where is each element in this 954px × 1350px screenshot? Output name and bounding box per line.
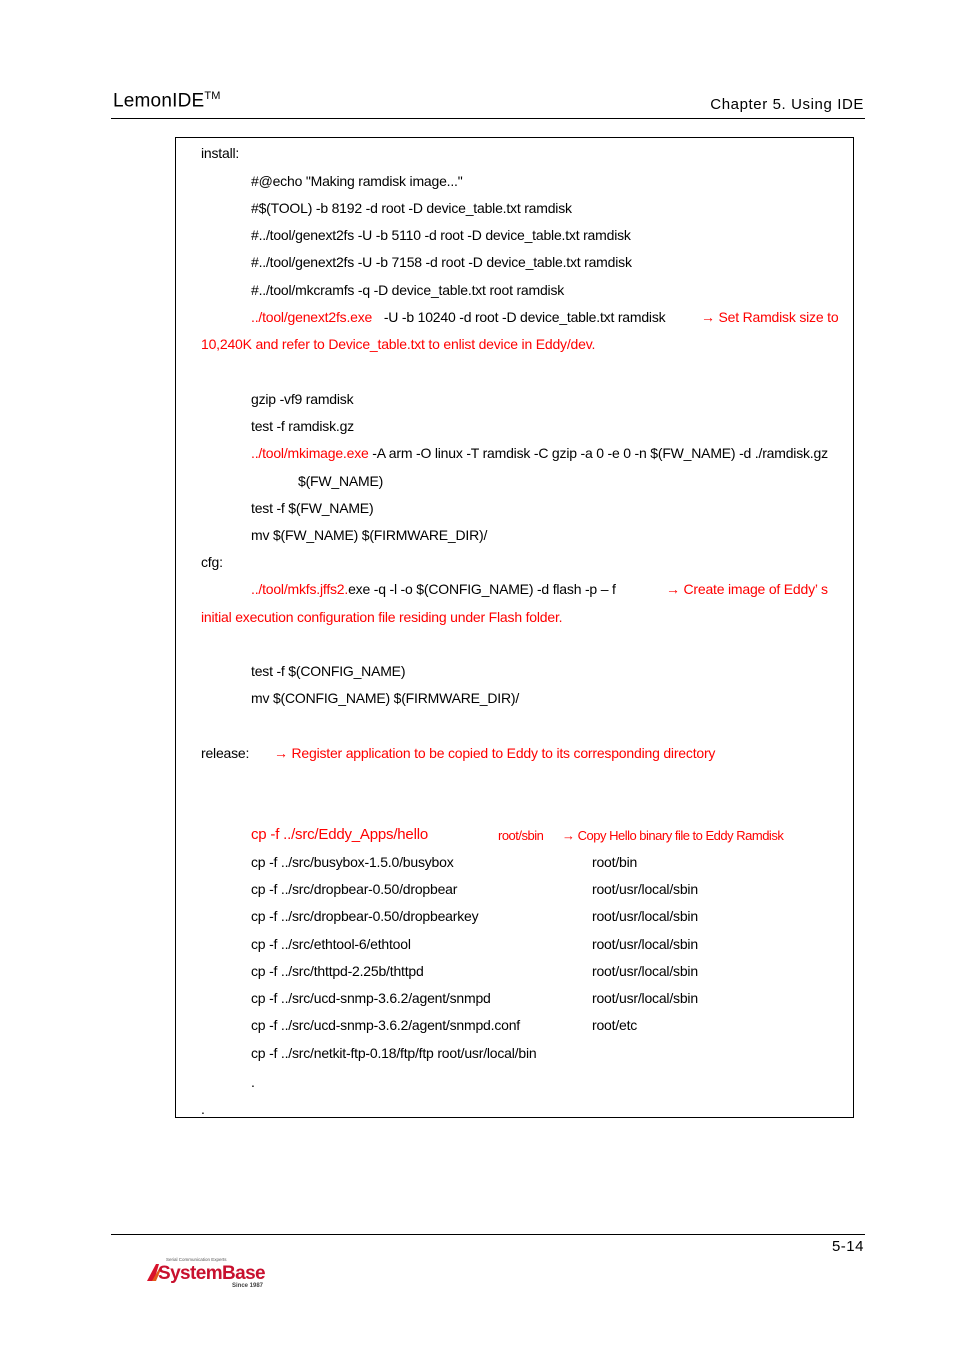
- code-line: $(FW_NAME): [298, 473, 384, 489]
- copy-dest: root/etc: [592, 1017, 638, 1033]
- config-image-note-cont: initial execution configuration file residing under Flash folder.: [201, 609, 563, 625]
- copy-src: cp -f ../src/busybox-1.5.0/busybox: [251, 854, 454, 870]
- copy-src: cp -f ../src/dropbear-0.50/dropbearkey: [251, 908, 479, 924]
- mkimage-args: -A arm -O linux -T ramdisk -C gzip -a 0 -e 0 -n $(FW_NAME) -d ./ramdisk.gz: [368, 445, 828, 461]
- code-line: #$(TOOL) -b 8192 -d root -D device_table.txt ramdisk: [251, 200, 572, 216]
- code-line: test -f $(FW_NAME): [251, 500, 374, 516]
- genext2fs-command: ../tool/genext2fs.exe: [251, 309, 373, 325]
- ftp-copy-line: cp -f ../src/netkit-ftp-0.18/ftp/ftp root/usr/local/bin: [251, 1045, 537, 1061]
- chapter-title: Chapter 5. Using IDE: [710, 96, 864, 113]
- hello-copy-note: → Copy Hello binary file to Eddy Ramdisk: [562, 828, 784, 843]
- ellipsis-dot: .: [251, 1074, 255, 1090]
- page-number: 5-14: [831, 1238, 864, 1255]
- config-image-note: → Create image of Eddy’ s: [666, 581, 828, 597]
- copy-dest: root/usr/local/sbin: [592, 881, 698, 897]
- code-line: #@echo "Making ramdisk image...": [251, 173, 463, 189]
- copy-dest: root/bin: [592, 854, 638, 870]
- code-line: #../tool/mkcramfs -q -D device_table.txt root ramdisk: [251, 282, 565, 298]
- genext2fs-args: -U -b 10240 -d root -D device_table.txt ramdisk: [383, 309, 666, 325]
- copy-src: cp -f ../src/ucd-snmp-3.6.2/agent/snmpd.conf: [251, 1017, 520, 1033]
- copy-dest: root/usr/local/sbin: [592, 963, 698, 979]
- ramdisk-size-note-cont: 10,240K and refer to Device_table.txt to enlist device in Eddy/dev.: [201, 336, 596, 352]
- copy-src: cp -f ../src/ucd-snmp-3.6.2/agent/snmpd: [251, 990, 491, 1006]
- logo-wordmark: SystemBase: [158, 1263, 266, 1284]
- logo-since: Since 1987: [232, 1283, 264, 1289]
- code-line: gzip -vf9 ramdisk: [251, 391, 354, 407]
- cfg-label: cfg:: [201, 554, 223, 570]
- code-line-mkimage: [251, 444, 828, 462]
- copy-src: cp -f ../src/thttpd-2.25b/thttpd: [251, 963, 424, 979]
- code-line: test -f ramdisk.gz: [251, 418, 354, 434]
- mkfs-args: exe -q -l -o $(CONFIG_NAME) -d flash -p – f: [348, 581, 616, 597]
- hello-copy-dest: root/sbin: [498, 828, 544, 843]
- release-label: release:: [201, 745, 250, 761]
- copy-src: cp -f ../src/dropbear-0.50/dropbear: [251, 881, 458, 897]
- release-note: → Register application to be copied to Eddy to its corresponding directory: [274, 745, 716, 761]
- copy-dest: root/usr/local/sbin: [592, 990, 698, 1006]
- doc-title: LemonIDE™: [113, 90, 221, 112]
- header-divider: [111, 118, 865, 119]
- code-line-genext2fs: [251, 308, 665, 326]
- mkimage-command: ../tool/mkimage.exe: [251, 445, 369, 461]
- mkfs-command: ../tool/mkfs.jffs2.: [251, 581, 349, 597]
- ramdisk-size-note: → Set Ramdisk size to: [701, 309, 839, 325]
- logo-tagline: Serial Communication Experts: [166, 1257, 227, 1262]
- code-line: test -f $(CONFIG_NAME): [251, 663, 406, 679]
- code-line: mv $(FW_NAME) $(FIRMWARE_DIR)/: [251, 527, 488, 543]
- copy-src: cp -f ../src/ethtool-6/ethtool: [251, 936, 411, 952]
- code-line: #../tool/genext2fs -U -b 5110 -d root -D device_table.txt ramdisk: [251, 227, 631, 243]
- install-label: install:: [201, 145, 240, 161]
- systembase-logo: [146, 1254, 271, 1290]
- copy-dest: root/usr/local/sbin: [592, 908, 698, 924]
- hello-copy-command: cp -f ../src/Eddy_Apps/hello: [251, 826, 428, 843]
- footer-divider: [111, 1234, 865, 1235]
- ellipsis-dot: .: [201, 1101, 205, 1117]
- code-line-mkfs: [251, 580, 616, 598]
- code-line: mv $(CONFIG_NAME) $(FIRMWARE_DIR)/: [251, 690, 520, 706]
- copy-dest: root/usr/local/sbin: [592, 936, 698, 952]
- code-line: #../tool/genext2fs -U -b 7158 -d root -D device_table.txt ramdisk: [251, 254, 632, 270]
